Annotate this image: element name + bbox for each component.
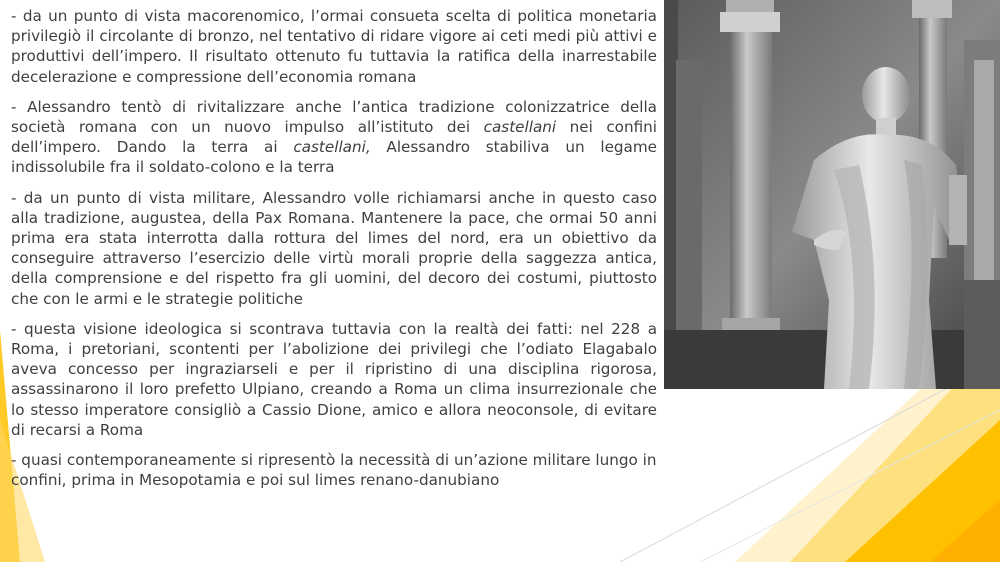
paragraph-economy: - da un punto di vista macorenomico, l’ormai consueta scelta di politica monetaria privilegiò il circolante di bronzo, nel tentativo di ridare vigore ai ceti medi più attivi e produttivi dell’impero. Il risultato ottenuto fu tuttavia la ratifica della inarrestabile decelerazione e compressione dell’economia romana — [11, 7, 657, 86]
paragraph-military: - da un punto di vista militare, Alessandro volle richiamarsi anche in questo caso alla tradizione, augustea, della Pax Romana. Mantenere la pace, che ormai 50 anni prima era stata interrotta dalla rottura del limes del nord, era un obiettivo da conseguire attraverso l’esercizio delle virtù morali proprie della saggezza antica, della comprensione e del rispetto fra gli uomini, del decoro dei costumi, piuttosto che con le armi e le strategie politiche — [11, 188, 657, 308]
paragraph-castellani: - Alessandro tentò di rivitalizzare anche l’antica tradizione colonizzatrice della società romana con un nuovo impulso all’istituto dei castellani nei confini dell’impero. Dando la terra ai castellani, Alessandro stabiliva un legame indissolubile fra il soldato-colono e la terra — [11, 97, 657, 177]
paragraph-borders: - quasi contemporaneamente si ripresentò la necessità di un’azione militare lungo in confini, prima in Mesopotamia e poi sul limes renano-danubiano — [11, 451, 657, 490]
paragraph-praetorians: - questa visione ideologica si scontrava tuttavia con la realtà dei fatti: nel 228 a Roma, i pretoriani, scontenti per l’abolizione dei privilegi che l’odiato Elagabalo aveva concesso per ingraziarseli e per il ripristino di una disciplina rigorosa, assassinarono il loro prefetto Ulpiano, creando a Roma un clima insurrezionale che lo stesso imperatore consigliò a Cassio Dione, amico e allora neoconsole, di evitare di recarsi a Roma — [11, 319, 657, 439]
slide-body-text — [11, 6, 657, 500]
statue-photo — [664, 0, 1000, 389]
